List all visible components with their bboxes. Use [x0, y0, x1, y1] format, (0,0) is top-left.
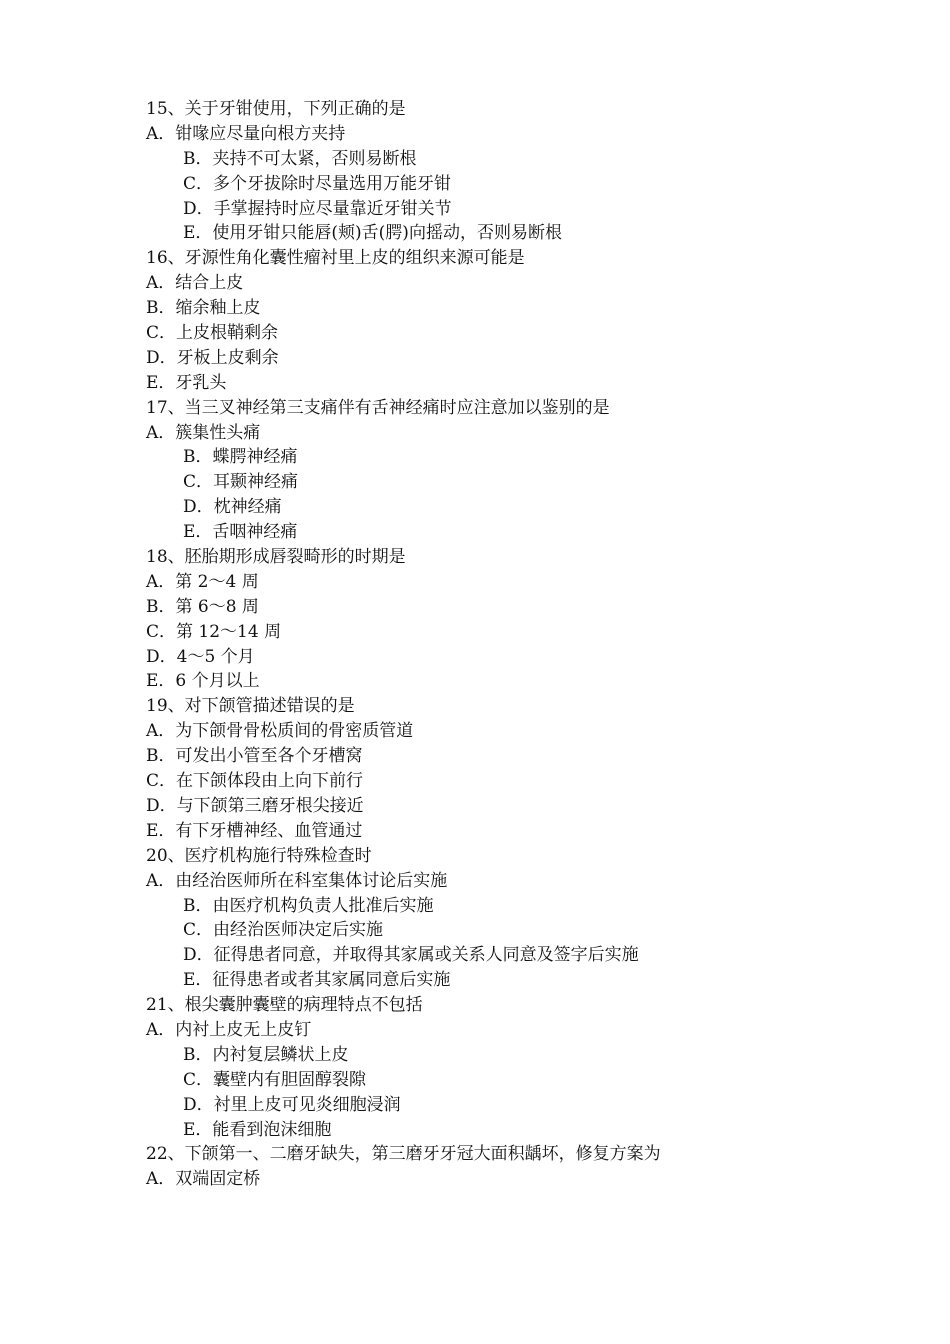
answer-option: B．可发出小管至各个牙槽窝: [146, 746, 363, 767]
answer-option: D．手掌握持时应尽量靠近牙钳关节: [183, 198, 452, 219]
question-stem: 22、下颌第一、二磨牙缺失，第三磨牙牙冠大面积龋坏，修复方案为: [146, 1144, 661, 1165]
answer-option: E．牙乳头: [146, 372, 227, 393]
answer-option: C．囊壁内有胆固醇裂隙: [183, 1069, 367, 1090]
answer-option: B．蝶腭神经痛: [183, 447, 298, 468]
answer-option: A．由经治医师所在科室集体讨论后实施: [146, 870, 448, 891]
answer-option: B．由医疗机构负责人批准后实施: [183, 895, 434, 916]
answer-option: B．第 6～8 周: [146, 596, 259, 617]
question-stem: 19、对下颌管描述错误的是: [146, 696, 355, 717]
answer-option: D．征得患者同意，并取得其家属或关系人同意及签字后实施: [183, 945, 639, 966]
answer-option: B．内衬复层鳞状上皮: [183, 1044, 349, 1065]
answer-option: C．上皮根鞘剩余: [146, 323, 279, 344]
answer-option: D．衬里上皮可见炎细胞浸润: [183, 1094, 401, 1115]
answer-option: E．征得患者或者其家属同意后实施: [183, 970, 451, 991]
answer-option: A．为下颌骨骨松质间的骨密质管道: [146, 721, 414, 742]
question-stem: 17、当三叉神经第三支痛伴有舌神经痛时应注意加以鉴别的是: [146, 397, 610, 418]
question-stem: 21、根尖囊肿囊壁的病理特点不包括: [146, 995, 423, 1016]
answer-option: C．第 12～14 周: [146, 621, 282, 642]
answer-option: A．簇集性头痛: [146, 422, 261, 443]
answer-option: A．结合上皮: [146, 273, 244, 294]
answer-option: A．内衬上皮无上皮钉: [146, 1019, 312, 1040]
answer-option: C．在下颌体段由上向下前行: [146, 771, 364, 792]
question-stem: 18、胚胎期形成唇裂畸形的时期是: [146, 547, 406, 568]
question-stem: 20、医疗机构施行特殊检查时: [146, 845, 372, 866]
answer-option: C．由经治医师决定后实施: [183, 920, 384, 941]
answer-option: E．6 个月以上: [146, 671, 260, 692]
answer-option: B．夹持不可太紧，否则易断根: [183, 148, 417, 169]
answer-option: D．牙板上皮剩余: [146, 347, 279, 368]
question-stem: 15、关于牙钳使用，下列正确的是: [146, 99, 406, 119]
answer-option: E．有下牙槽神经、血管通过: [146, 820, 363, 841]
answer-option: C．多个牙拔除时尽量选用万能牙钳: [183, 173, 452, 194]
answer-option: E．使用牙钳只能唇(颊)舌(腭)向摇动，否则易断根: [183, 223, 562, 244]
answer-option: D．枕神经痛: [183, 497, 282, 518]
answer-option: A．双端固定桥: [146, 1169, 261, 1190]
question-stem: 16、牙源性角化囊性瘤衬里上皮的组织来源可能是: [146, 248, 525, 269]
answer-option: C．耳颞神经痛: [183, 472, 299, 493]
answer-option: D．与下颌第三磨牙根尖接近: [146, 795, 364, 816]
question-list: [146, 97, 906, 1192]
answer-option: B．缩余釉上皮: [146, 298, 261, 319]
answer-option: E．能看到泡沫细胞: [183, 1119, 332, 1140]
answer-option: A．第 2～4 周: [146, 571, 259, 592]
answer-option: D．4～5 个月: [146, 646, 255, 667]
answer-option: E．舌咽神经痛: [183, 522, 298, 543]
answer-option: A．钳喙应尽量向根方夹持: [146, 123, 346, 144]
